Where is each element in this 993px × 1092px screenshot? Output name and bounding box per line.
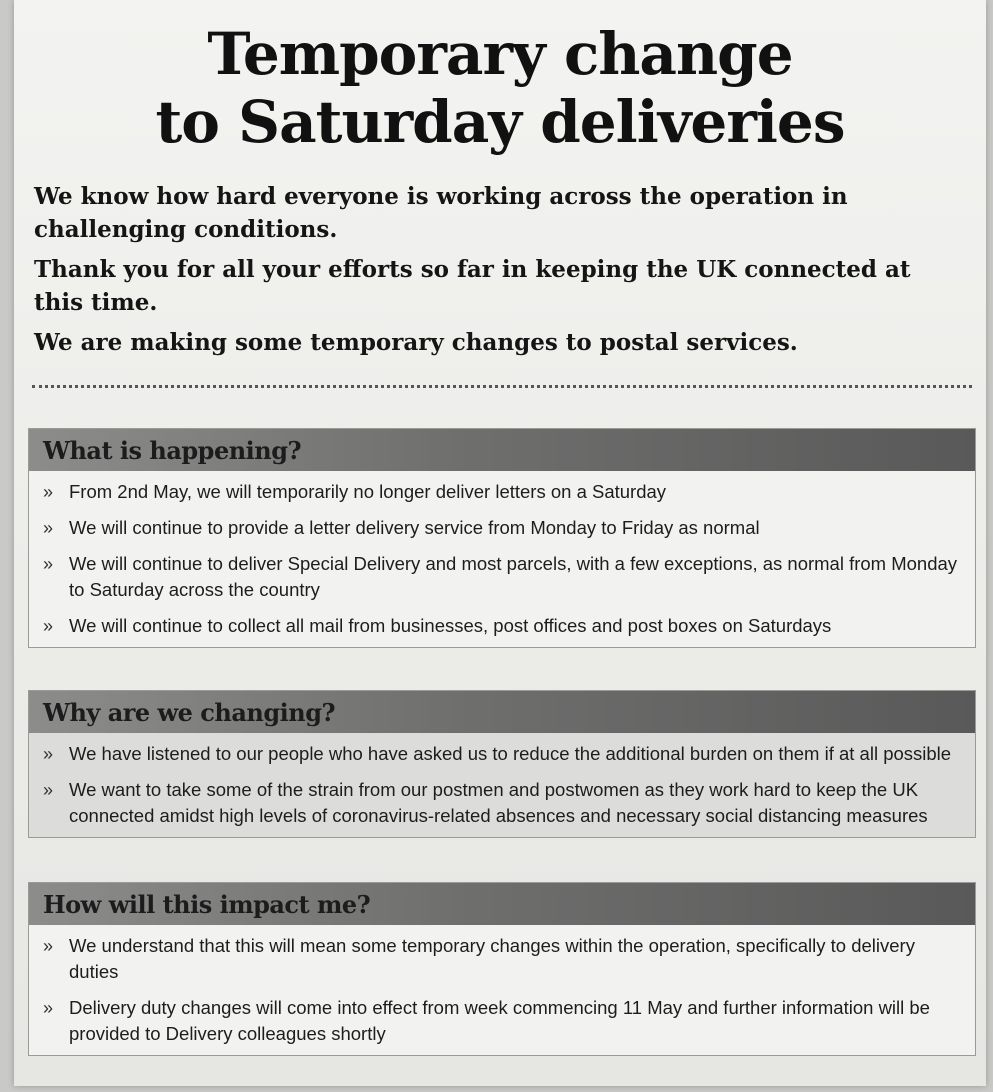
list-item-text: We have listened to our people who have asked us to reduce the additional burden on them if at all possible: [69, 743, 952, 764]
list-item: [43, 741, 961, 767]
list-item-text: We understand that this will mean some temporary changes within the operation, specifically to delivery duties: [69, 935, 915, 982]
intro-paragraph: Thank you for all your efforts so far in keeping the UK connected at this time.: [34, 256, 911, 316]
chevron-bullet-icon: »: [43, 780, 54, 800]
chevron-bullet-icon: »: [43, 998, 54, 1018]
dotted-divider: [32, 385, 972, 388]
intro-paragraph: We know how hard everyone is working across the operation in challenging conditions.: [34, 183, 848, 243]
intro-text: [34, 180, 954, 366]
title-line-1: Temporary change: [207, 20, 793, 88]
notice-title: [14, 20, 986, 156]
list-item: [43, 995, 961, 1047]
section-list: [29, 733, 975, 837]
chevron-bullet-icon: »: [43, 744, 54, 764]
list-item-text: We will continue to collect all mail from businesses, post offices and post boxes on Saturdays: [69, 615, 832, 636]
list-item: [43, 933, 961, 985]
list-item: [43, 613, 961, 639]
section-what-is-happening: [28, 428, 976, 648]
notice-sheet: [14, 0, 986, 1086]
list-item: [43, 551, 961, 603]
list-item: [43, 479, 961, 505]
list-item-text: Delivery duty changes will come into effect from week commencing 11 May and further information will be provided to Delivery colleagues shortly: [69, 997, 930, 1044]
chevron-bullet-icon: »: [43, 554, 54, 574]
section-list: [29, 471, 975, 647]
list-item-text: We will continue to provide a letter delivery service from Monday to Friday as normal: [69, 517, 760, 538]
list-item-text: From 2nd May, we will temporarily no longer deliver letters on a Saturday: [69, 481, 667, 502]
list-item-text: We will continue to deliver Special Delivery and most parcels, with a few exceptions, as normal from Monday to Saturday across the country: [69, 553, 958, 600]
intro-paragraph: We are making some temporary changes to postal services.: [34, 329, 798, 356]
chevron-bullet-icon: »: [43, 518, 54, 538]
section-header: [29, 883, 975, 925]
list-item: [43, 777, 961, 829]
chevron-bullet-icon: »: [43, 482, 54, 502]
section-why-are-we-changing: [28, 690, 976, 838]
list-item: [43, 515, 961, 541]
section-header: [29, 429, 975, 471]
section-heading: What is happening?: [43, 435, 302, 465]
chevron-bullet-icon: »: [43, 616, 54, 636]
section-heading: Why are we changing?: [43, 697, 336, 727]
chevron-bullet-icon: »: [43, 936, 54, 956]
section-heading: How will this impact me?: [43, 889, 371, 919]
list-item-text: We want to take some of the strain from our postmen and postwomen as they work hard to keep the UK connected amidst high levels of coronavirus-related absences and necessary social distancing measures: [69, 779, 928, 826]
section-list: [29, 925, 975, 1055]
title-line-2: to Saturday deliveries: [155, 88, 845, 156]
section-header: [29, 691, 975, 733]
section-how-will-this-impact-me: [28, 882, 976, 1056]
